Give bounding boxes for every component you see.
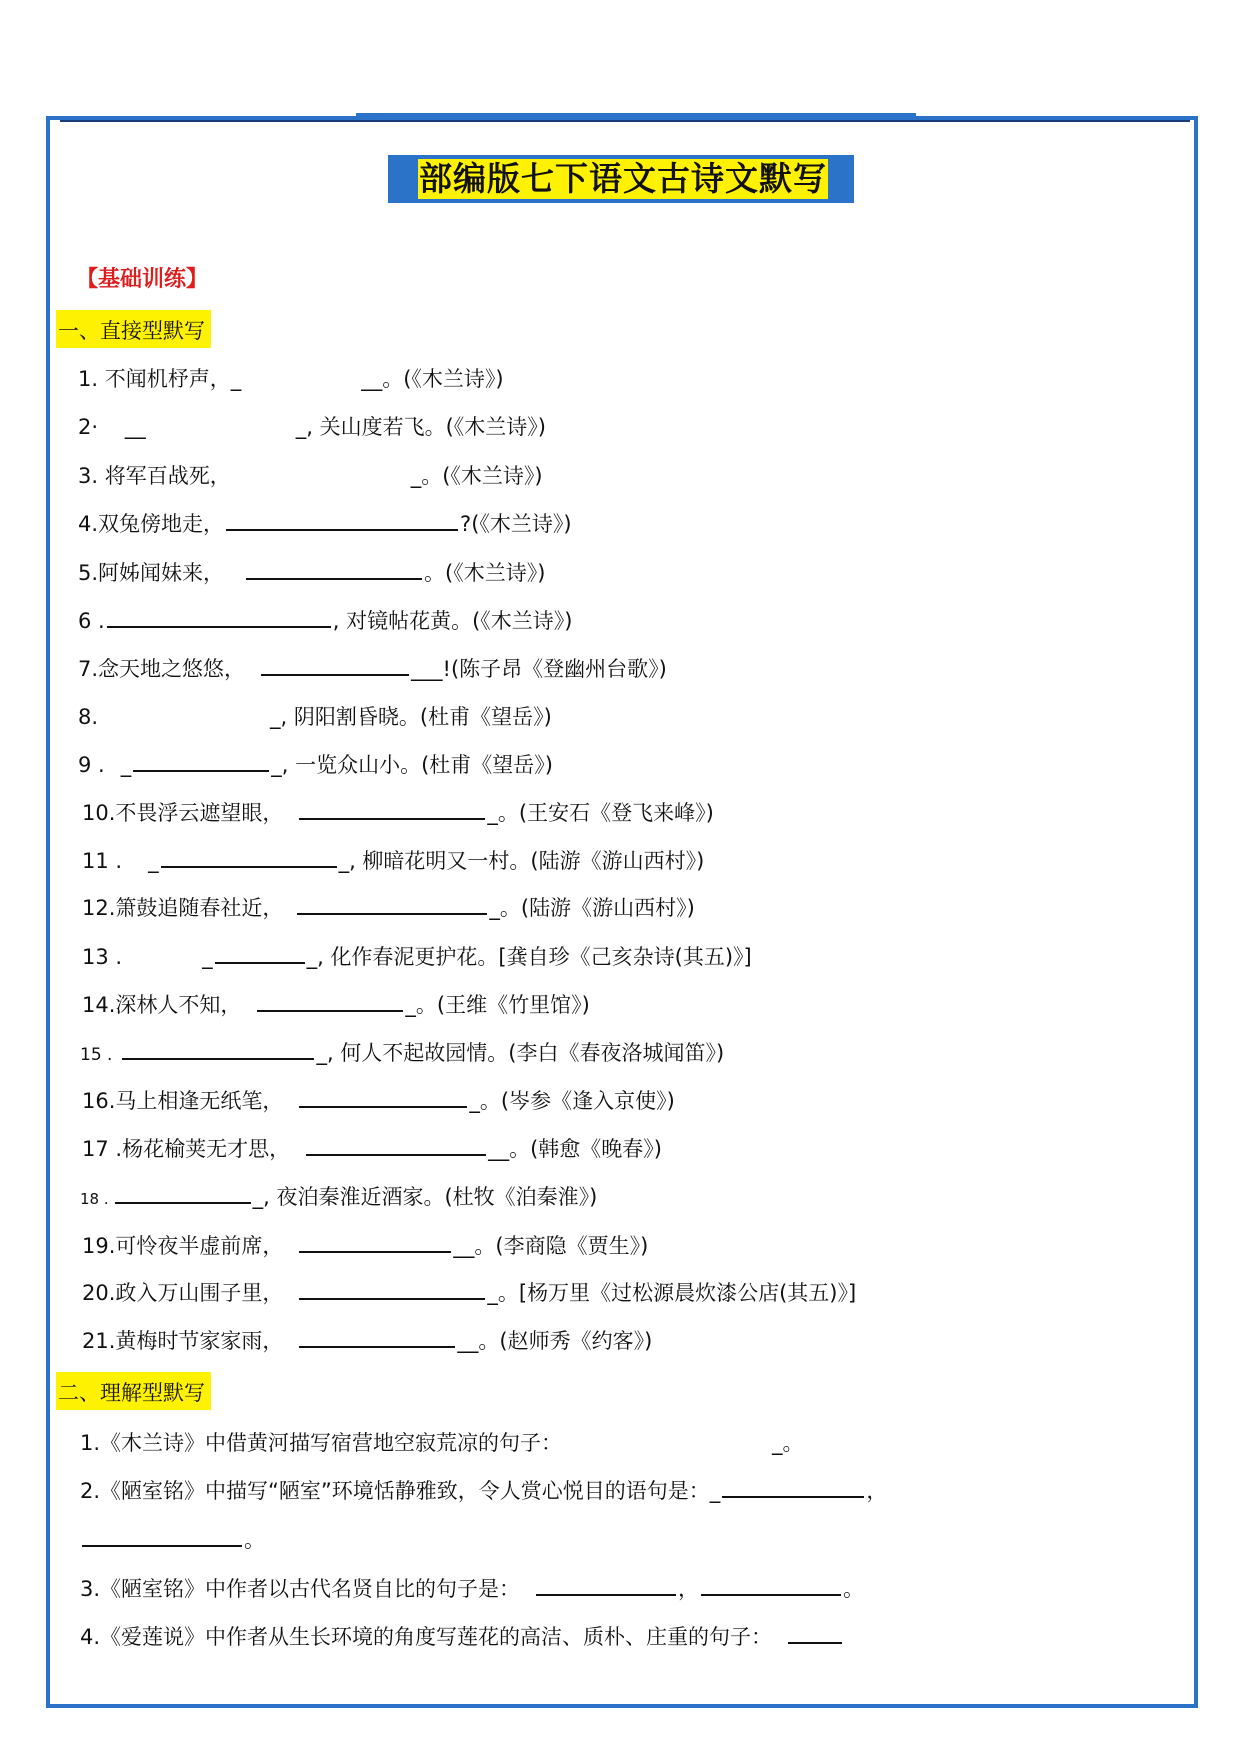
direct-item-7: 7.念天地之悠悠， ___!(陈子昂《登幽州台歌》) — [78, 657, 667, 681]
answer-blank[interactable] — [246, 560, 422, 580]
answer-blank[interactable] — [297, 895, 487, 915]
answer-blank[interactable] — [226, 511, 458, 531]
answer-blank[interactable] — [82, 1527, 242, 1547]
page-title: 部编版七下语文古诗文默写 — [419, 159, 827, 198]
direct-item-11: 11 . _ _, 柳暗花明又一村。(陆游《游山西村》) — [82, 849, 705, 873]
direct-item-13: 13 . _ _, 化作春泥更护花。[龚自珍《己亥杂诗(其五)》] — [82, 945, 752, 969]
answer-blank[interactable] — [701, 1576, 841, 1596]
direct-item-15: 15 . _, 何人不起故园情。(李白《春夜洛城闻笛》) — [80, 1041, 725, 1065]
section-basic-heading: 【基础训练】 — [76, 267, 209, 292]
direct-item-4: 4.双兔傍地走， ?(《木兰诗》) — [78, 512, 572, 536]
understand-item-2-cont: 。 — [82, 1525, 265, 1555]
direct-item-2: 2· __ _, 关山度若飞。(《木兰诗》) — [78, 415, 546, 439]
answer-blank[interactable] — [115, 1184, 251, 1204]
direct-item-1: 1. 不闻机杼声，_ __。(《木兰诗》) — [78, 367, 504, 391]
direct-item-19: 19.可怜夜半虚前席， __。(李商隐《贾生》) — [82, 1234, 649, 1258]
direct-item-20: 20.政入万山围子里， _。[杨万里《过松源晨炊漆公店(其五)》] — [82, 1281, 857, 1305]
direct-item-21: 21.黄梅时节家家雨， __。(赵师秀《约客》) — [82, 1329, 653, 1353]
top-rule — [60, 120, 1190, 122]
answer-blank[interactable] — [788, 1624, 842, 1644]
answer-blank[interactable] — [261, 656, 409, 676]
section-direct-heading: 一、直接型默写 — [56, 314, 211, 348]
answer-blank[interactable] — [215, 944, 305, 964]
direct-item-10: 10.不畏浮云遮望眼， _。(王安石《登飞来峰》) — [82, 801, 714, 825]
answer-blank[interactable] — [133, 752, 269, 772]
understand-item-2: 2.《陋室铭》中描写“陋室”环境恬静雅致，令人赏心悦目的语句是：_ ， — [80, 1479, 888, 1503]
direct-item-14: 14.深林人不知， _。(王维《竹里馆》) — [82, 993, 590, 1017]
direct-item-6: 6 . , 对镜帖花黄。(《木兰诗》) — [78, 609, 573, 633]
direct-item-17: 17 .杨花榆荚无才思， __。(韩愈《晚春》) — [82, 1137, 662, 1161]
answer-blank[interactable] — [161, 848, 337, 868]
direct-item-5: 5.阿姊闻妹来， 。(《木兰诗》) — [78, 561, 546, 585]
answer-blank[interactable] — [722, 1478, 864, 1498]
direct-item-3: 3. 将军百战死， _。(《木兰诗》) — [78, 464, 543, 488]
title-box — [388, 155, 854, 203]
direct-item-12: 12.箫鼓追随春社近， _。(陆游《游山西村》) — [82, 896, 695, 920]
direct-item-16: 16.马上相逢无纸笔， _。(岑参《逢入京使》) — [82, 1089, 675, 1113]
understand-item-3: 3.《陋室铭》中作者以古代名贤自比的句子是： ， 。 — [80, 1577, 865, 1601]
answer-blank[interactable] — [107, 608, 331, 628]
direct-item-18: 18 . _, 夜泊秦淮近酒家。(杜牧《泊秦淮》) — [80, 1185, 598, 1209]
section-understand-heading: 二、理解型默写 — [56, 1376, 211, 1410]
answer-blank[interactable] — [299, 1280, 485, 1300]
answer-blank[interactable] — [257, 992, 403, 1012]
answer-blank[interactable] — [122, 1040, 314, 1060]
direct-item-8: 8. _, 阴阳割昏晓。(杜甫《望岳》) — [78, 705, 552, 729]
understand-item-1: 1.《木兰诗》中借黄河描写宿营地空寂荒凉的句子： _。 — [80, 1431, 804, 1455]
answer-blank[interactable] — [299, 1328, 455, 1348]
direct-item-9: 9 . _ _, 一览众山小。(杜甫《望岳》) — [78, 753, 553, 777]
top-rule-accent — [356, 113, 916, 117]
answer-blank[interactable] — [306, 1136, 486, 1156]
answer-blank[interactable] — [299, 1233, 451, 1253]
understand-item-4: 4.《爱莲说》中作者从生长环境的角度写莲花的高洁、质朴、庄重的句子： — [80, 1622, 844, 1652]
answer-blank[interactable] — [536, 1576, 676, 1596]
answer-blank[interactable] — [299, 1088, 467, 1108]
answer-blank[interactable] — [299, 800, 485, 820]
